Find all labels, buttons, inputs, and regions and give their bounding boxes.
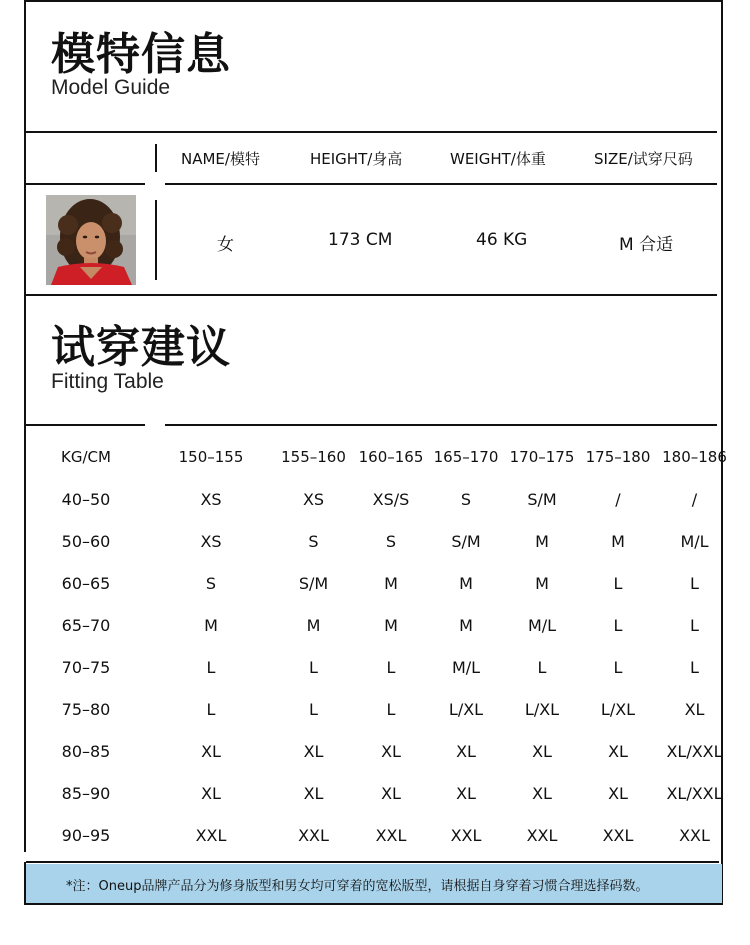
corner-header: KG/CM [61, 448, 111, 466]
size-cell: L [537, 657, 547, 677]
table-row [26, 772, 736, 814]
table-row [26, 688, 736, 730]
size-cell: XL/XXL [666, 741, 723, 761]
size-cell: S [385, 531, 397, 551]
size-cell: XL [684, 699, 705, 719]
weight-cell: 90–95 [61, 825, 111, 845]
divider-line [155, 200, 157, 280]
size-cell: L [386, 699, 396, 719]
size-cell: L [690, 615, 699, 635]
size-cell: S [460, 489, 472, 509]
model-header-height: HEIGHT/身高 [310, 150, 403, 168]
height-header: 180–186 [662, 448, 727, 466]
height-header: 160–165 [358, 448, 424, 466]
size-cell: XS [200, 531, 222, 551]
size-cell: XS [302, 489, 325, 509]
table-row [26, 646, 736, 688]
model-avatar [46, 195, 136, 285]
size-cell: XL [456, 783, 476, 803]
height-header: 175–180 [585, 448, 651, 466]
height-header: 155–160 [281, 448, 346, 466]
size-cell: S/M [451, 531, 481, 551]
size-cell: L [613, 573, 623, 593]
size-cell: S [205, 573, 217, 593]
note-bar [26, 864, 722, 904]
size-cell: S [308, 531, 319, 551]
size-cell: M [306, 615, 321, 635]
size-cell: M/L [527, 615, 557, 635]
size-cell: XL [456, 741, 476, 761]
weight-cell: 50–60 [61, 531, 111, 551]
size-cell: XL [381, 741, 401, 761]
size-cell: M/L [451, 657, 481, 677]
weight-cell: 70–75 [61, 657, 111, 677]
height-header: 170–175 [509, 448, 575, 466]
fitting-table [26, 436, 736, 856]
model-header-size: SIZE/试穿尺码 [594, 150, 693, 168]
weight-cell: 40–50 [61, 489, 111, 509]
size-cell: M [611, 531, 625, 551]
table-row [26, 730, 736, 772]
fitting-subtitle: Fitting Table [51, 370, 164, 393]
size-cell: XL [303, 783, 324, 803]
size-cell: XXL [195, 825, 227, 845]
size-cell: M [459, 573, 473, 593]
size-cell: L [206, 699, 216, 719]
size-cell: L [690, 573, 699, 593]
table-row [26, 478, 736, 520]
weight-cell: 85–90 [61, 783, 111, 803]
size-cell: L [309, 657, 318, 677]
divider-line [24, 424, 145, 426]
divider-line [165, 183, 717, 185]
size-cell: XXL [450, 825, 482, 845]
divider-line [26, 903, 722, 905]
size-cell: L/XL [600, 699, 636, 719]
size-cell: S/M [527, 489, 557, 509]
size-cell: XXL [526, 825, 558, 845]
height-header: 165–170 [433, 448, 499, 466]
model-photo [46, 195, 136, 285]
height-header: 150–155 [178, 448, 244, 466]
size-cell: XS [200, 489, 222, 509]
table-row [26, 604, 736, 646]
size-cell: M [384, 573, 398, 593]
size-cell: XL [201, 783, 221, 803]
size-cell: XL [303, 741, 324, 761]
size-cell: L/XL [524, 699, 560, 719]
size-cell: L [386, 657, 396, 677]
size-cell: XL [532, 741, 552, 761]
size-cell: M [535, 573, 549, 593]
size-cell: XL [381, 783, 401, 803]
size-cell: XXL [375, 825, 407, 845]
model-title: 模特信息 [51, 29, 231, 80]
divider-line [24, 131, 717, 133]
size-cell: XXL [298, 825, 329, 845]
model-header-weight: WEIGHT/体重 [450, 150, 546, 168]
frame-top-border [24, 0, 722, 2]
size-cell: M [459, 615, 473, 635]
size-cell: L [690, 657, 699, 677]
model-subtitle: Model Guide [51, 76, 171, 99]
divider-line [26, 861, 719, 863]
model-value-weight: 46 KG [476, 230, 528, 250]
divider-line [165, 424, 717, 426]
model-value-height: 173 CM [328, 230, 393, 250]
size-cell: XL/XXL [666, 783, 723, 803]
size-cell: XS/S [372, 489, 410, 509]
weight-cell: 60–65 [61, 573, 111, 593]
size-cell: / [615, 489, 621, 509]
model-header-name: NAME/模特 [181, 150, 260, 168]
size-cell: XXL [602, 825, 634, 845]
divider-line [155, 144, 157, 172]
model-value-name: 女 [217, 235, 234, 255]
model-value-size: M 合适 [619, 235, 674, 255]
size-note: *注：Oneup品牌产品分为修身版型和男女均可穿着的宽松版型，请根据自身穿着习惯合理选择码数。 [66, 879, 649, 894]
size-cell: XL [532, 783, 552, 803]
size-cell: M [384, 615, 398, 635]
size-cell: S/M [298, 573, 329, 593]
size-cell: L [613, 657, 623, 677]
size-cell: L/XL [448, 699, 484, 719]
size-cell: / [691, 489, 698, 509]
divider-line [24, 183, 145, 185]
size-cell: L [613, 615, 623, 635]
table-row [26, 520, 736, 562]
size-cell: XL [608, 741, 628, 761]
size-cell: XL [608, 783, 628, 803]
size-cell: M [535, 531, 549, 551]
size-cell: L [309, 699, 318, 719]
size-cell: XXL [679, 825, 710, 845]
size-cell: M [204, 615, 218, 635]
weight-cell: 75–80 [61, 699, 111, 719]
table-row [26, 562, 736, 604]
table-row [26, 814, 736, 856]
fitting-title: 试穿建议 [51, 322, 231, 373]
weight-cell: 65–70 [61, 615, 111, 635]
weight-cell: 80–85 [61, 741, 111, 761]
divider-line [24, 294, 717, 296]
size-cell: M/L [680, 531, 709, 551]
table-header-row [26, 436, 736, 478]
size-cell: XL [201, 741, 221, 761]
size-cell: L [206, 657, 216, 677]
